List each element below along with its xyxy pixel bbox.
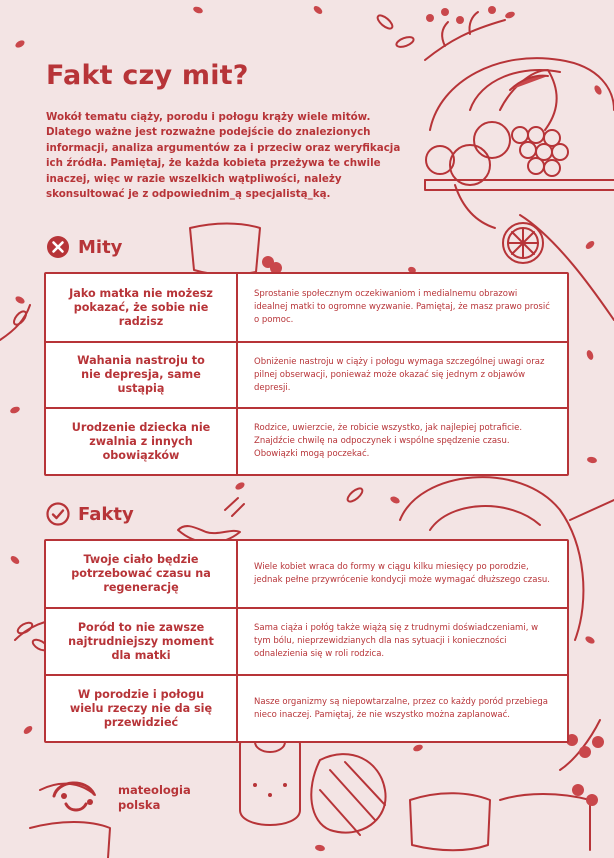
branch-left	[0, 305, 30, 340]
rattle-illustration	[311, 754, 385, 835]
myth-cell: Urodzenie dziecka nie zwalnia z innych obowiązków	[46, 409, 238, 474]
fact-cell: W porodzie i połogu wielu rzeczy nie da się przewidzieć	[46, 676, 238, 741]
intro-paragraph: Wokół tematu ciąży, porodu i połogu krąży wiele mitów. Dlatego ważne jest rozważne podejście do znalezionych informacji, analiza argumentów za i przeciw oraz weryfikacja ich źródła. Pamiętaj, że każda kobieta przeżywa te chwile inaczej, więc w razie wszelkich wątpliwości, należy skonsultować je z odpowiednim_ą specjalistą_ką.	[46, 111, 401, 201]
table-row	[46, 407, 567, 474]
table-row	[46, 274, 567, 341]
pillow-illustration	[190, 224, 282, 275]
logo-wordmark	[118, 783, 191, 813]
explanation-cell: Wiele kobiet wraca do formy w ciągu kilku miesięcy po porodzie, jednak pełne przywrócenie kondycji może wymagać dłuższego czasu.	[254, 562, 550, 585]
logo-mark-icon	[46, 772, 104, 816]
fact-cell: Twoje ciało będzie potrzebować czasu na regenerację	[46, 541, 238, 607]
table-row	[46, 541, 567, 607]
myths-table	[44, 272, 569, 476]
pillow-bottom-right	[410, 793, 590, 850]
explanation-cell: Rodzice, uwierzcie, że robicie wszystko, jak najlepiej potraficie. Znajdźcie chwilę na odpoczynek i wspólne spędzenie czasu. Obowiązki mogą poczekać.	[254, 423, 523, 459]
fact-cell: Poród to nie zawsze najtrudniejszy moment dla matki	[46, 609, 238, 674]
explanation-cell: Nasze organizmy są niepowtarzalne, przez co każdy poród przebiega nieco inaczej. Pamiętaj, że nie wszystko można zaplanować.	[254, 696, 548, 720]
myths-heading-label: Mity	[78, 236, 123, 258]
page-title: Fakt czy mit?	[46, 60, 249, 91]
check-circle-icon	[46, 502, 70, 526]
branch-mid-right	[346, 486, 614, 520]
myths-heading	[46, 235, 122, 259]
x-circle-icon	[46, 235, 70, 259]
table-row	[46, 674, 567, 741]
myth-cell: Wahania nastroju to nie depresja, same ustąpią	[46, 343, 238, 407]
bottle-illustration	[225, 498, 244, 516]
orange-slice-icon	[503, 223, 543, 263]
explanation-cell: Sprostanie społecznym oczekiwaniom i medialnemu obrazowi idealnej matki to ogromne wyzwanie. Pamiętaj, że masz prawo prosić o pomoc.	[254, 289, 550, 325]
facts-heading-label: Fakty	[78, 503, 134, 525]
explanation-cell: Sama ciąża i połóg także wiążą się z trudnymi doświadczeniami, w tym bólu, nieprzewidzianych dla nas sytuacji i konieczności odnalezienia się w roli rodzica.	[254, 623, 539, 659]
facts-table	[44, 539, 569, 743]
logo-line-2: polska	[118, 798, 161, 812]
explanation-cell: Obniżenie nastroju w ciąży i połogu wymaga szczególnej uwagi oraz pilnej obserwacji, ponieważ może okazać się jednym z objawów depresji.	[254, 356, 545, 393]
logo-line-1: mateologia	[118, 783, 191, 797]
table-row	[46, 607, 567, 674]
branch-top-right	[376, 6, 505, 60]
myth-cell: Jako matka nie możesz pokazać, że sobie nie radzisz	[46, 274, 238, 341]
grapes-icon	[512, 127, 568, 176]
facts-heading	[46, 502, 134, 526]
table-row	[46, 341, 567, 407]
